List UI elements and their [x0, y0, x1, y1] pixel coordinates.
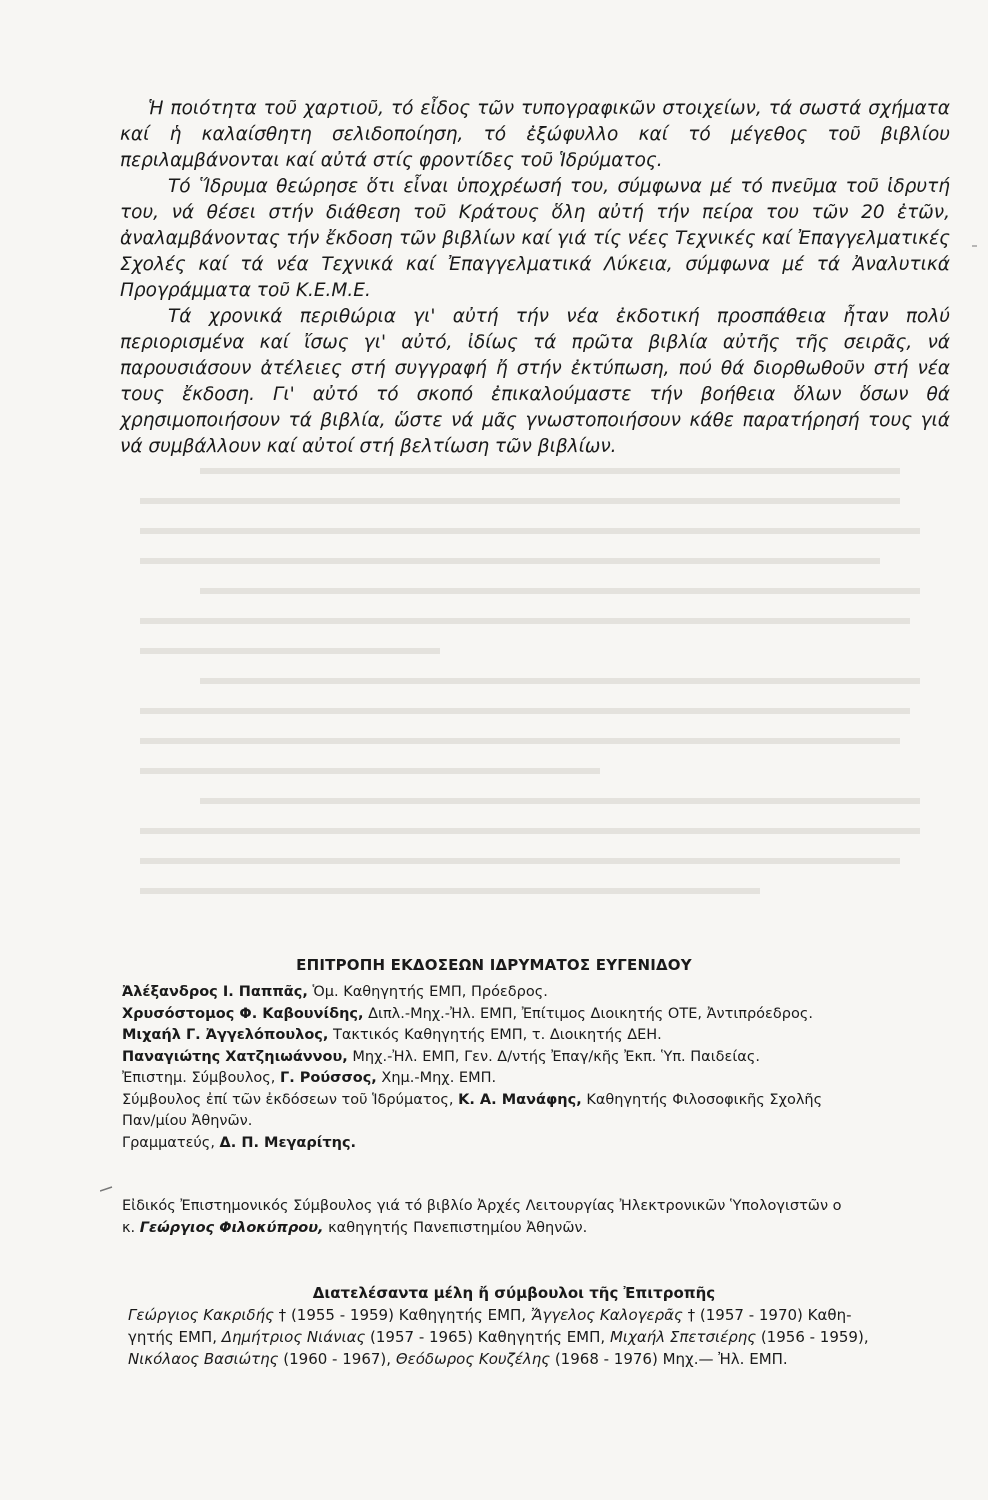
former-name: Θεόδωρος Κουζέλης	[395, 1350, 551, 1368]
intro-paragraph: Τό Ἵδρυμα θεώρησε ὅτι εἶναι ὑποχρέωσή του, σύμφωνα μέ τό πνεῦμα τοῦ ἱδρυτή του, νά θέσει στήν διάθεση τοῦ Κράτους ὅλη αὐτή τήν πείρα του τῶν 20 ἐτῶν, ἀναλαμβάνοντας τήν ἔκδοση τῶν βιβλίων καί γιά τίς νέες Τεχνικές καί Ἐπαγγελματικές Σχολές καί τά νέα Τεχνικά καί Ἐπαγγελματικά Λύκεια, σύμφωνα μέ τά Ἀναλυτικά Προγράμματα τοῦ Κ.Ε.Μ.Ε.	[120, 176, 950, 301]
member-name: Δ. Π. Μεγαρίτης.	[219, 1134, 357, 1151]
advisor-name: Γεώργιος Φιλοκύπρου,	[139, 1219, 324, 1236]
member-line	[122, 1047, 962, 1069]
member-name: Μιχαήλ Γ. Ἀγγελόπουλος,	[122, 1027, 329, 1043]
advisor-line	[122, 1218, 972, 1240]
former-detail: (1957 - 1965) Καθηγητής ΕΜΠ,	[365, 1328, 610, 1346]
special-advisor	[122, 1196, 972, 1239]
member-name: Παναγιώτης Χατζηιωάννου,	[122, 1048, 348, 1065]
advisor-line: Εἰδικός Ἐπιστημονικός Σύμβουλος γιά τό βιβλίο Ἀρχές Λειτουργίας Ἠλεκτρονικῶν Ὑπολογιστῶν ο	[122, 1198, 842, 1214]
member-role: Καθηγητής Φιλοσοφικῆς Σχολῆς	[581, 1091, 823, 1108]
advisor-role: καθηγητής Πανεπιστημίου Ἀθηνῶν.	[323, 1219, 588, 1236]
advisor-prefix: κ.	[122, 1219, 140, 1236]
member-role: Τακτικός Καθηγητής ΕΜΠ, τ. Διοικητής ΔΕΗ.	[328, 1027, 662, 1043]
committee-heading: ΕΠΙΤΡΟΠΗ ΕΚΔΟΣΕΩΝ ΙΔΡΥΜΑΤΟΣ ΕΥΓΕΝΙΔΟΥ	[296, 956, 692, 974]
former-name: Μιχαήλ Σπετσιέρης	[609, 1328, 757, 1346]
member-line	[122, 1025, 962, 1047]
member-prefix: Σύμβουλος ἐπί τῶν ἐκδόσεων τοῦ Ἱδρύματος,	[122, 1091, 459, 1108]
member-name: Χρυσόστομος Φ. Καβουνίδης,	[122, 1005, 364, 1022]
committee-members	[122, 982, 962, 1154]
member-line	[122, 1068, 962, 1090]
show-through-lines	[140, 460, 960, 940]
member-line	[122, 1133, 962, 1155]
member-name: Ἀλέξανδρος Ι. Παππᾶς,	[122, 984, 308, 1000]
former-detail: (1968 - 1976) Μηχ.— Ἠλ. ΕΜΠ.	[550, 1350, 788, 1368]
former-detail: † (1957 - 1970) Καθη-	[682, 1306, 852, 1324]
member-role: Διπλ.-Μηχ.-Ἠλ. ΕΜΠ, Ἐπίτιμος Διοικητής ΟΤΕ, Ἀντιπρόεδρος.	[363, 1005, 813, 1022]
member-line	[122, 1004, 962, 1026]
member-line	[122, 1090, 962, 1112]
former-name: Ἄγγελος Καλογερᾶς	[530, 1306, 683, 1324]
former-line	[128, 1326, 968, 1348]
member-prefix: Γραμματεύς,	[122, 1134, 220, 1151]
former-name: Γεώργιος Κακριδής	[128, 1306, 274, 1324]
former-detail: γητής ΕΜΠ,	[128, 1328, 222, 1346]
intro-paragraph: Τά χρονικά περιθώρια γι' αὐτή τήν νέα ἐκδοτική προσπάθεια ἦταν πολύ περιορισμένα καί ἴσως γι' αὐτό, ἰδίως τά πρῶτα βιβλία αὐτῆς τῆς σειρᾶς, νά παρουσιάσουν ἀτέλειες στή συγγραφή ἤ στήν ἐκτύπωση, πού θά διορθωθοῦν στή νέα τους ἔκδοση. Γι' αὐτό τό σκοπό ἐπικαλούμαστε τήν βοήθεια ὅλων ὅσων θά χρησιμοποιήσουν τά βιβλία, ὥστε νά μᾶς γνωστοποιήσουν κάθε παρατήρησή τους γιά νά συμβάλλουν καί αὐτοί στή βελτίωση τῶν βιβλίων.	[120, 306, 950, 457]
former-name: Δημήτριος Νιάνιας	[221, 1328, 366, 1346]
member-name: Κ. Α. Μανάφης,	[458, 1091, 582, 1108]
former-detail: (1956 - 1959),	[756, 1328, 869, 1346]
former-name: Νικόλαος Βασιώτης	[128, 1350, 279, 1368]
member-line	[122, 982, 962, 1004]
member-role: Μηχ.-Ἠλ. ΕΜΠ, Γεν. Δ/ντής Ἐπαγ/κῆς Ἐκπ. Ὑπ. Παιδείας.	[347, 1048, 760, 1065]
member-prefix: Παν/μίου Ἀθηνῶν.	[122, 1113, 253, 1129]
member-prefix: Ἐπιστημ. Σύμβουλος,	[122, 1070, 280, 1086]
show-through-background	[140, 460, 960, 946]
former-members	[128, 1304, 968, 1370]
former-line	[128, 1348, 968, 1370]
former-detail: † (1955 - 1959) Καθηγητής ΕΜΠ,	[273, 1306, 531, 1324]
scan-mark-icon	[972, 244, 978, 248]
intro-paragraph: Ἡ ποιότητα τοῦ χαρτιοῦ, τό εἶδος τῶν τυπογραφικῶν στοιχείων, τά σωστά σχήματα καί ἡ καλαίσθητη σελιδοποίηση, τό ἐξώφυλλο καί τό μέγεθος τοῦ βιβλίου περιλαμβάνονται καί αὐτά στίς φροντίδες τοῦ Ἱδρύματος.	[120, 98, 950, 171]
scan-mark-icon	[100, 1186, 114, 1192]
former-members-heading: Διατελέσαντα μέλη ἤ σύμβουλοι τῆς Ἐπιτροπῆς	[312, 1284, 716, 1302]
member-role: Ὁμ. Καθηγητής ΕΜΠ, Πρόεδρος.	[307, 984, 548, 1000]
former-detail: (1960 - 1967),	[278, 1350, 396, 1368]
former-line	[128, 1304, 968, 1326]
member-role: Χημ.-Μηχ. ΕΜΠ.	[376, 1070, 497, 1086]
intro-text	[120, 96, 950, 460]
member-line	[122, 1111, 962, 1133]
member-name: Γ. Ρούσσος,	[279, 1070, 377, 1086]
